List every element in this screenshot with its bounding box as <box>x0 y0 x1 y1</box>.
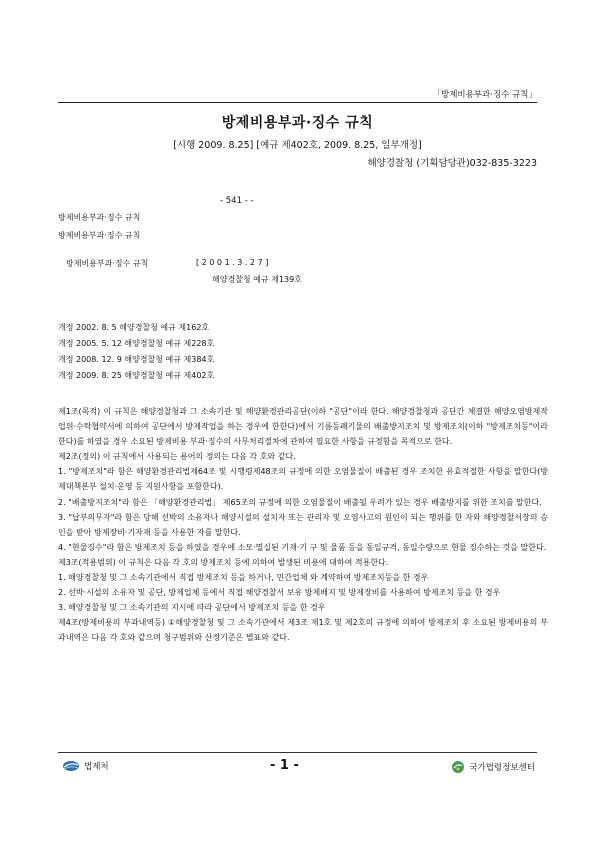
enactment-number: 해양경찰청 예규 제139호 <box>212 275 302 284</box>
footer-left-label: 법제처 <box>84 762 109 772</box>
document-body <box>58 404 548 646</box>
moleg-logo-icon <box>62 760 80 772</box>
document-subtitle: [시행 2009. 8.25] [예규 제402호, 2009. 8.25, 일부개정] <box>173 140 422 151</box>
footer-left <box>62 760 109 772</box>
article-3-item-3: 3. 해양경찰청 및 그 소속기관의 지시에 따라 공단에서 방제조치 등을 한 경우 <box>58 603 326 613</box>
footer-rule <box>58 752 537 753</box>
article-2-item-1: 1. "방제조치"라 함은 해양환경관리법제64조 및 시행령제48조의 규정에 의한 오염물질이 배출된 경우 조치한 유효적절한 사항을 말한다(방제대책본부 설치·운영 등 지원사항을 포함한다). <box>58 467 548 492</box>
law-center-logo-icon <box>451 760 465 774</box>
enactment-date: [ 2 0 0 1 . 3 . 2 7 ] <box>196 258 269 267</box>
page-marker: - 541 - - <box>220 196 254 206</box>
footer-right <box>451 760 535 774</box>
enactment-name: 방제비용부과·징수 규칙 <box>66 259 149 268</box>
article-2-item-4: 4. "현물징수"라 함은 방제조치 등을 하였을 경우에 소모·멸실된 기재·기 구 및 물품 등을 동일규격, 동일수량으로 현물 징수하는 것을 말한다. <box>58 542 547 552</box>
agency-contact: 해양경찰청 (기획담당관)032-835-3223 <box>367 158 537 169</box>
amendment-line: 개정 2008. 12. 9 해양경찰청 예규 제384호 <box>58 355 215 364</box>
article-3-item-2: 2. 선박·시설의 소유자 및 공단, 방제업체 등에서 직접 해양경찰서 보유 방제배지 및 방제장비를 사용하여 방제조치 등을 한 경우 <box>58 588 501 598</box>
article-2-item-2: 2. "배출방지조치"라 함은 「해양환경관리법」 제65조의 규정에 의한 오염물질이 배출될 우려가 있는 경우 배출방지를 위한 조치를 말한다. <box>58 497 542 507</box>
name-line: 방제비용부과·징수 규칙 <box>58 213 141 222</box>
article-1: 제1조(목적) 이 규칙은 해양경찰청과 그 소속기관 및 해양환경관리공단(이하 "공단"이라 한다. 해양경찰청과 공단간 체결한 해양오염방제작업위·수탁협약서에 의하여 공단에서 방제작업을 하는 경우에 한한다)에서 기름등폐기물의 배출방지조치 및 방제조치(이하 "방제조치등"이라 한다)를 하였을 경우 소요된 방제비용 부과·징수의 사무처리절차에 관하여 필요한 사항을 규정함을 목적으로 한다. <box>58 407 548 447</box>
article-3: 제3조(적용범위) 이 규칙은 다음 각 호의 방제조치 등에 의하여 발생된 비용에 대하여 적용한다. <box>58 557 389 567</box>
article-3-item-1: 1. 해양경찰청 및 그 소속기관에서 직접 방제조치 등을 하거나, 민간업체 와 계약하여 방제조치등을 한 경우 <box>58 573 429 583</box>
header-rule <box>58 102 537 103</box>
article-4: 제4조(방제비용의 부과내역등) ①해양경찰청 및 그 소속기관에서 제3조 제1호 및 제2호의 규정에 의하여 방제조치 후 소요된 방제비용의 부과내역은 다음 각 호와 같으며 청구범위와 산정기준은 별표와 같다. <box>58 618 548 643</box>
document-title: 방제비용부과·징수 규칙 <box>221 115 374 131</box>
amendment-line: 개정 2009. 8. 25 해양경찰청 예규 제402호 <box>58 371 215 380</box>
header-document-tag: 「방제비용부과·징수 규칙」 <box>432 90 537 100</box>
name-line: 방제비용부과·징수 규칙 <box>58 231 141 240</box>
footer-page-number: - 1 - <box>270 758 299 773</box>
article-2: 제2조(정의) 이 규칙에서 사용되는 용어의 정의는 다음 각 호와 같다. <box>58 452 296 462</box>
amendment-line: 개정 2005. 5. 12 해양경찰청 예규 제228호 <box>58 339 215 348</box>
amendment-line: 개정 2002. 8. 5 해양경찰청 예규 제162호 <box>58 323 210 332</box>
article-2-item-3: 3. "납부의무자"라 함은 당해 선박의 소유자나 해양시설의 설치자 또는 관리자 및 오염사고의 원인이 되는 행위를 한 자와 해양경찰서장의 승 인을 받아 방제장비·기자재 등을 사용한 자를 말한다. <box>58 512 548 537</box>
footer-right-label: 국가법령정보센터 <box>469 763 535 773</box>
